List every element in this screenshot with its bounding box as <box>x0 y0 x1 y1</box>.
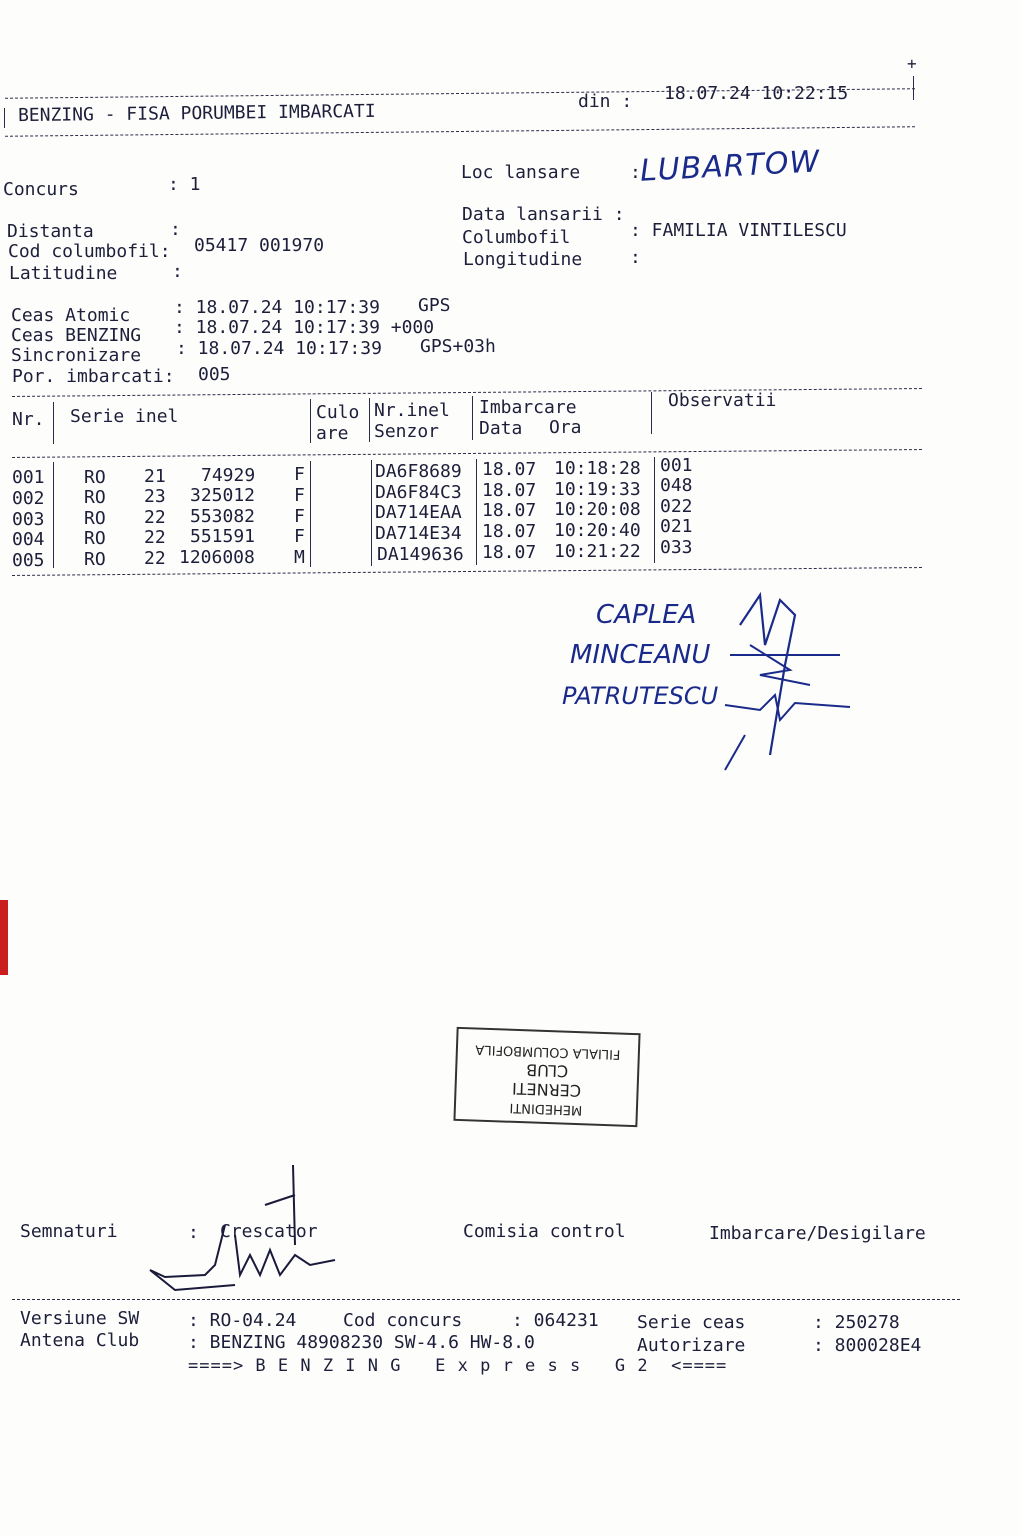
column-divider <box>371 460 372 566</box>
row-sensor: DA149636 <box>377 544 464 565</box>
versiune-sw-value: : RO-04.24 <box>188 1310 297 1331</box>
row-date: 18.07 <box>482 521 537 542</box>
sincronizare-value: : 18.07.24 10:17:39 <box>176 338 382 359</box>
header-nr: Nr. <box>12 409 45 430</box>
row-date: 18.07 <box>482 542 537 563</box>
row-date: 18.07 <box>482 480 537 501</box>
autorizare-label: Autorizare <box>637 1335 746 1356</box>
stamp-line: FILIALA COLUMBOFILA <box>475 1041 621 1062</box>
handwritten-name: CAPLEA <box>596 600 697 630</box>
row-year: 22 <box>144 548 166 569</box>
header-data: Data <box>479 418 523 439</box>
cod-concurs-label: Cod concurs <box>343 1310 463 1331</box>
row-sensor: DA714EAA <box>375 502 462 523</box>
row-sex: M <box>294 547 305 568</box>
row-date: 18.07 <box>482 459 537 480</box>
row-obs: 001 <box>660 455 693 476</box>
column-divider <box>53 462 54 568</box>
row-year: 22 <box>144 507 166 528</box>
row-year: 21 <box>144 466 166 487</box>
club-stamp <box>453 1027 640 1127</box>
columbofil-value: : FAMILIA VINTILESCU <box>630 220 847 241</box>
header-senzor: Senzor <box>374 421 440 442</box>
row-sex: F <box>294 485 305 506</box>
ceas-atomic-suffix: GPS <box>418 295 451 316</box>
document-title: BENZING - FISA PORUMBEI IMBARCATI <box>17 100 376 127</box>
row-ring: 551591 <box>190 526 256 547</box>
row-ring: 1206008 <box>179 547 255 568</box>
column-divider <box>476 459 477 565</box>
versiune-sw-label: Versiune SW <box>20 1308 140 1329</box>
column-divider <box>310 399 311 443</box>
handwritten-name: PATRUTESCU <box>562 682 719 710</box>
row-ring: 325012 <box>190 485 256 506</box>
row-obs: 022 <box>660 496 693 517</box>
row-country: RO <box>84 508 106 529</box>
row-date: 18.07 <box>482 500 537 521</box>
row-sensor: DA6F8689 <box>375 461 462 482</box>
row-nr: 005 <box>12 550 45 571</box>
header-bottom-line <box>5 126 915 137</box>
handwritten-name: MINCEANU <box>570 640 711 670</box>
row-sex: F <box>294 506 305 527</box>
row-time: 10:19:33 <box>554 479 641 500</box>
header-left-border <box>4 108 5 128</box>
longitudine-label: Longitudine <box>463 249 583 270</box>
column-divider <box>472 396 473 440</box>
cod-columbofil-value: 05417 001970 <box>194 235 325 256</box>
concurs-label: Concurs <box>3 179 79 200</box>
semnaturi-colon: : <box>188 1222 199 1243</box>
row-time: 10:20:40 <box>554 520 641 541</box>
latitudine-colon: : <box>172 261 183 282</box>
antena-club-label: Antena Club <box>20 1330 140 1351</box>
row-nr: 004 <box>12 529 45 550</box>
din-value: 18.07.24 10:22:15 <box>664 83 849 104</box>
row-ring: 553082 <box>190 506 256 527</box>
row-country: RO <box>84 467 106 488</box>
header-culoare-1: Culo <box>316 402 360 423</box>
stamp-line: MEHEDINTI <box>509 1099 583 1118</box>
comisia-control-label: Comisia control <box>463 1221 626 1242</box>
semnaturi-label: Semnaturi <box>20 1221 118 1242</box>
cod-concurs-value: : 064231 <box>512 1310 599 1331</box>
ceas-benzing-value: : 18.07.24 10:17:39 +000 <box>174 317 435 338</box>
table-top-line <box>12 388 922 397</box>
concurs-value: : 1 <box>168 174 201 195</box>
serie-ceas-label: Serie ceas <box>637 1312 746 1333</box>
row-obs: 033 <box>660 537 693 558</box>
row-country: RO <box>84 487 106 508</box>
serie-ceas-value: : 250278 <box>813 1312 900 1333</box>
column-divider <box>369 398 370 442</box>
header-observatii: Observatii <box>668 390 777 411</box>
ceas-benzing-label: Ceas BENZING <box>11 325 142 346</box>
sincronizare-label: Sincronizare <box>11 345 142 366</box>
column-divider <box>654 457 655 563</box>
row-sensor: DA6F84C3 <box>375 482 462 503</box>
page-edge-mark <box>0 900 8 975</box>
crescator-label: Crescator <box>220 1221 318 1242</box>
row-sensor: DA714E34 <box>375 523 462 544</box>
benzing-express-line: ====> B E N Z I N G E x p r e s s G 2 <==== <box>188 1356 728 1376</box>
header-culoare-2: are <box>316 423 349 444</box>
row-obs: 048 <box>660 475 693 496</box>
corner-mark: + <box>907 54 917 73</box>
row-time: 10:21:22 <box>554 541 641 562</box>
row-time: 10:18:28 <box>554 458 641 479</box>
handwritten-signature <box>720 585 860 775</box>
por-imbarcati-label: Por. imbarcati: <box>12 366 175 387</box>
imbarcare-desigilare-label: Imbarcare/Desigilare <box>709 1223 926 1244</box>
data-lansarii-label: Data lansarii : <box>462 204 625 225</box>
row-sex: F <box>294 526 305 547</box>
columbofil-label: Columbofil <box>462 227 571 248</box>
stamp-line: CLUB <box>525 1060 569 1081</box>
row-ring: 74929 <box>201 465 256 486</box>
loc-lansare-colon: : <box>630 162 641 183</box>
header-right-border <box>913 76 914 100</box>
header-nr-inel: Nr.inel <box>374 400 450 421</box>
latitudine-label: Latitudine <box>9 263 118 284</box>
row-obs: 021 <box>660 516 693 537</box>
row-sex: F <box>294 464 305 485</box>
row-year: 23 <box>144 486 166 507</box>
row-country: RO <box>84 549 106 570</box>
distanta-label: Distanta <box>7 221 94 242</box>
longitudine-colon: : <box>630 247 641 268</box>
row-nr: 003 <box>12 509 45 530</box>
row-country: RO <box>84 528 106 549</box>
distanta-colon: : <box>170 219 181 240</box>
cod-columbofil-label: Cod columbofil: <box>8 241 171 262</box>
header-imbarcare: Imbarcare <box>479 397 577 418</box>
header-serie-inel: Serie inel <box>70 406 179 427</box>
loc-lansare-label: Loc lansare <box>461 162 581 183</box>
loc-lansare-value: LUBARTOW <box>639 144 822 189</box>
row-year: 22 <box>144 527 166 548</box>
crescator-signature <box>145 1165 345 1300</box>
row-nr: 002 <box>12 488 45 509</box>
row-nr: 001 <box>12 467 45 488</box>
column-divider <box>651 392 652 434</box>
ceas-atomic-value: : 18.07.24 10:17:39 <box>174 297 380 318</box>
autorizare-value: : 800028E4 <box>813 1335 922 1356</box>
por-imbarcati-value: 005 <box>198 364 231 385</box>
table-header-bottom-line <box>12 449 922 458</box>
antena-club-value: : BENZING 48908230 SW-4.6 HW-8.0 <box>188 1332 535 1353</box>
din-label: din : <box>578 91 633 112</box>
header-ora: Ora <box>549 417 582 438</box>
row-time: 10:20:08 <box>554 499 641 520</box>
sincronizare-suffix: GPS+03h <box>420 336 496 357</box>
column-divider <box>53 402 54 444</box>
stamp-line: CERNETI <box>511 1078 582 1101</box>
column-divider <box>310 461 311 567</box>
footer-top-line <box>12 1299 960 1300</box>
ceas-atomic-label: Ceas Atomic <box>11 305 131 326</box>
